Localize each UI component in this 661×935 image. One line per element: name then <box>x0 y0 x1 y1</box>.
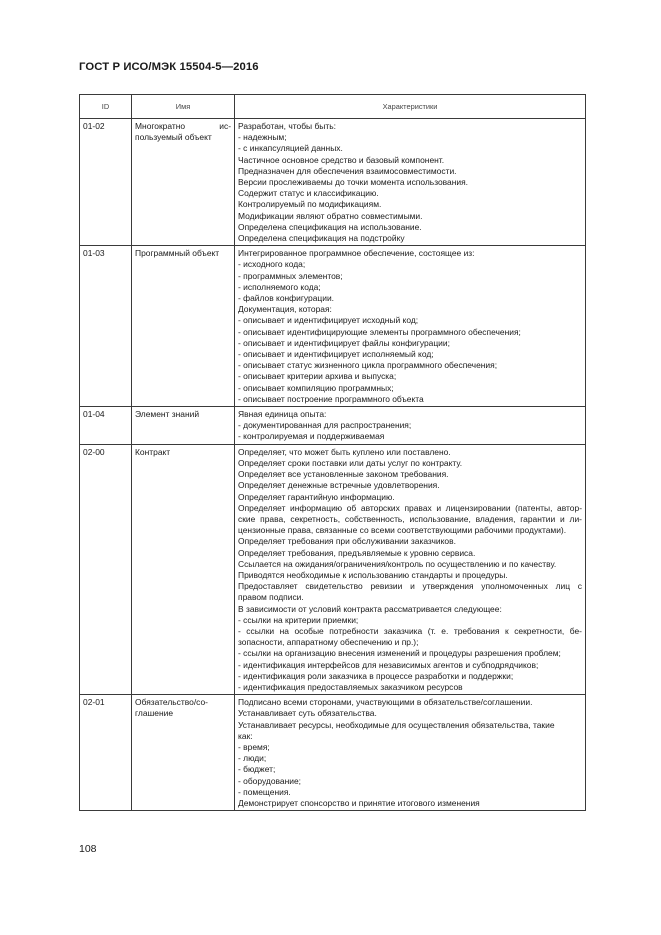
characteristic-line: Определяет гарантийную информацию. <box>238 491 395 502</box>
row-characteristics <box>235 407 586 445</box>
table-row <box>80 444 586 694</box>
characteristic-line: Модификации являют обратно совместимыми. <box>238 210 423 221</box>
characteristic-line: - надежным; <box>238 132 287 143</box>
row-id: 01-02 <box>80 119 132 246</box>
characteristic-line: Частичное основное средство и базовый компонент. <box>238 154 445 165</box>
row-name: Программный объект <box>132 246 235 407</box>
characteristic-line: - описывает построение программного объекта <box>238 393 424 404</box>
characteristic-line: - описывает идентифицирующие элементы программного обеспечения; <box>238 326 521 337</box>
characteristic-line: Явная единица опыта: <box>238 409 327 420</box>
characteristic-line: Определяет сроки поставки или даты услуг по контракту. <box>238 457 463 468</box>
characteristic-line: - ссылки на организацию внесения изменений и процедуры разрешения проблем; <box>238 648 561 659</box>
characteristic-line: Определяет, что может быть куплено или поставлено. <box>238 446 451 457</box>
row-id: 01-04 <box>80 407 132 445</box>
characteristic-line: - исполняемого кода; <box>238 281 321 292</box>
characteristic-line: - исходного кода; <box>238 259 306 270</box>
row-name: Обязательство/соглашение <box>132 695 235 811</box>
column-header-characteristics: Характеристики <box>235 95 586 119</box>
characteristic-line: - описывает критерии архива и выпуска; <box>238 371 397 382</box>
characteristic-line: Предназначен для обеспечения взаимосовместимости. <box>238 165 457 176</box>
characteristic-line: Приводятся необходимые к использованию стандарты и процедуры. <box>238 569 508 580</box>
characteristic-line: Демонстрирует спонсорство и принятие итогового изменения <box>238 797 480 808</box>
characteristic-line: - люди; <box>238 753 267 764</box>
characteristic-line: - помещения. <box>238 786 291 797</box>
characteristic-line: Версии прослеживаемы до точки момента использования. <box>238 177 469 188</box>
row-name: Многократно используемый объект <box>132 119 235 246</box>
row-name: Элемент знаний <box>132 407 235 445</box>
page-number: 108 <box>79 843 97 855</box>
table-row <box>80 407 586 445</box>
characteristic-line: - ссылки на особые потребности заказчика (т. е. требования к секретности, бе- <box>238 625 582 636</box>
characteristic-line: - описывает компиляцию программных; <box>238 382 394 393</box>
characteristic-line: - ссылки на критерии приемки; <box>238 614 359 625</box>
characteristic-line: - идентификация роли заказчика в процессе разработки и поддержки; <box>238 670 514 681</box>
characteristic-line: Устанавливает суть обязательства. <box>238 708 377 719</box>
characteristic-line: Определяет требования, предъявляемые к уровню сервиса. <box>238 547 476 558</box>
characteristic-line: ские права, секретность, собственность, использование, владения, гарантии и ли- <box>238 513 582 524</box>
characteristic-line: - бюджет; <box>238 764 276 775</box>
characteristic-line: - описывает статус жизненного цикла программного обеспечения; <box>238 360 498 371</box>
characteristic-line: правом подписи. <box>238 592 304 603</box>
column-header-id: ID <box>80 95 132 119</box>
characteristic-line: Определяет требования при обслуживании заказчиков. <box>238 536 456 547</box>
characteristic-line: Определяет информацию об авторских правах и лицензировании (патенты, автор- <box>238 502 582 513</box>
characteristic-line: - описывает и идентифицирует исполняемый код; <box>238 349 434 360</box>
characteristic-line: - контролируемая и поддерживаемая <box>238 431 385 442</box>
characteristic-line: Подписано всеми сторонами, участвующими в обязательстве/соглашении. <box>238 697 533 708</box>
characteristic-line: Предоставляет свидетельство ревизии и утверждения уполномоченных лиц с <box>238 581 582 592</box>
row-characteristics <box>235 695 586 811</box>
row-id: 01-03 <box>80 246 132 407</box>
characteristic-line: Определена спецификация на использование. <box>238 221 422 232</box>
characteristic-line: - программных элементов; <box>238 270 343 281</box>
characteristic-line: цензионные права, связанные со всеми соответствующими рабочими продуктами). <box>238 525 567 536</box>
characteristic-line: - описывает и идентифицирует исходный код; <box>238 315 419 326</box>
characteristic-line: - идентификация интерфейсов для независимых агентов и субподрядчиков; <box>238 659 539 670</box>
row-id: 02-01 <box>80 695 132 811</box>
table-body <box>80 119 586 811</box>
characteristic-line: Определяет все установленные законом требования. <box>238 469 449 480</box>
characteristic-line: Определяет денежные встречные удовлетворения. <box>238 480 440 491</box>
characteristic-line: - файлов конфигурации. <box>238 293 335 304</box>
characteristic-line: Документация, которая: <box>238 304 332 315</box>
table-header-row <box>80 95 586 119</box>
characteristic-line: - время; <box>238 741 270 752</box>
row-characteristics <box>235 246 586 407</box>
characteristic-line: зопасности, аппаратному обеспечению и пр.); <box>238 637 419 648</box>
row-name: Контракт <box>132 444 235 694</box>
characteristics-table <box>79 94 586 811</box>
column-header-name: Имя <box>132 95 235 119</box>
row-characteristics <box>235 444 586 694</box>
characteristic-line: как: <box>238 730 253 741</box>
table-row <box>80 119 586 246</box>
characteristic-line: Устанавливает ресурсы, необходимые для осуществления обязательства, такие <box>238 719 555 730</box>
characteristic-line: - оборудование; <box>238 775 302 786</box>
table-row <box>80 246 586 407</box>
document-title: ГОСТ Р ИСО/МЭК 15504-5—2016 <box>79 61 259 73</box>
characteristic-line: В зависимости от условий контракта рассматривается следующее: <box>238 603 502 614</box>
row-id: 02-00 <box>80 444 132 694</box>
characteristic-line: - документированная для распространения; <box>238 420 412 431</box>
characteristic-line: Контролируемый по модификациям. <box>238 199 382 210</box>
characteristic-line: Разработан, чтобы быть: <box>238 121 336 131</box>
characteristic-line: - с инкапсуляцией данных. <box>238 143 343 154</box>
characteristic-line: - идентификация предоставляемых заказчиком ресурсов <box>238 681 463 692</box>
characteristic-line: Интегрированное программное обеспечение, состоящее из: <box>238 248 475 259</box>
table-row <box>80 695 586 811</box>
characteristic-line: - описывает и идентифицирует файлы конфигурации; <box>238 337 450 348</box>
row-characteristics <box>235 119 586 246</box>
characteristic-line: Определена спецификация на подстройку <box>238 233 405 244</box>
characteristic-line: Ссылается на ожидания/ограничения/контроль по осуществлению и по качеству. <box>238 558 557 569</box>
characteristic-line: Содержит статус и классификацию. <box>238 188 379 199</box>
